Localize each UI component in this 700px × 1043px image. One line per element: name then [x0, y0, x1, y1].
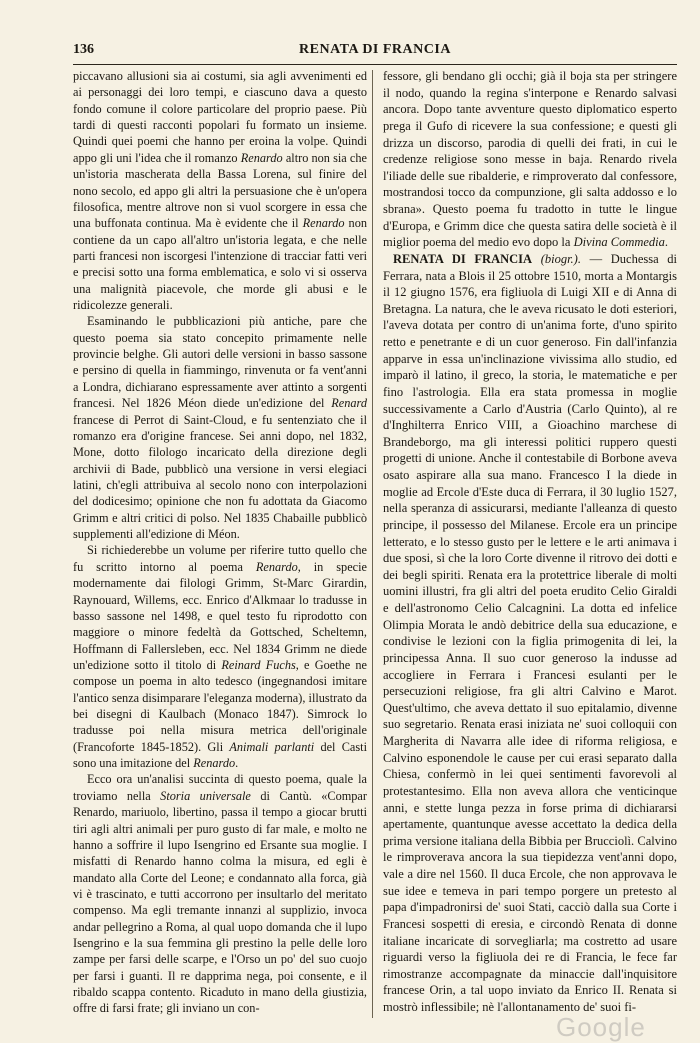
watermark: Google — [556, 1012, 646, 1042]
text-run: di Cantù. «Compar Renardo, mariuolo, libertino, passa il tempo a giocar brutti tiri agli altri animali per puro gusto di far male, e molto ne hanno a soffrire il lupo Isengrino ed Ersante sua moglie. I misfatti di Renardo hanno colma la misura, ed egli è mandato alla Corte del Leone; e condannato alla forca, già vi è trascinato, e tutti accorrono per insultarlo del meritato compenso. Ma egli tremante innanzi al supplizio, invoca andar pellegrino a Roma, al qual uopo domanda che il lupo Isengrino e la sua femmina gli prestino la pelle delle loro zampe per farsi delle scarpe, e l'Orso un po' del suo cuojo per farsi i guanti. Il re dapprima nega, poi consente, e il ribaldo scappa contento. Ricaduto in mano della giustizia, offre di farsi frate; gli inviano un con- — [73, 788, 367, 1016]
paragraph — [73, 542, 367, 771]
header-rule — [73, 64, 677, 65]
entry-lemma: RENATA DI FRANCIA — [393, 251, 533, 266]
entry-tag: (biogr.). — [540, 251, 581, 266]
paragraph — [73, 313, 367, 542]
column-divider — [372, 70, 373, 1018]
text-run: del Casti sono una imitazione del — [73, 739, 368, 771]
text-run: . — [235, 756, 239, 771]
entry-text: — Duchessa di Ferrara, nata a Blois il 25 ottobre 1510, morta a Montargis il 12 giugno 1576, era figliuola di Luigi XII e di Anna di Bretagna. La natura, che le aveva ricusato le doti esteriori, l'aveva dotata per contro di un'anima forte, d'uno spirito retto e penetrante e di un cuor generoso. Fin dall'infanzia apparve in essa un'inclinazione vivissima allo studio, ed imparò il latino, il greco, la storia, le matematiche e per fino l'astrologia. Ella era stata promessa in moglie successivamente a Carlo d'Austria (Carlo Quinto), al re d'Inghilterra Enrico VIII, a Gioachino marchese di Brandeborgo, ma gli interessi politici ruppero questi progetti di unione. Anche il contestabile di Borbone aveva osato aspirare alla sua mano. Francesco I la diede in moglie ad Ercole d'Este duca di Ferrara, il 30 luglio 1527, nella speranza di assicurarsi, mediante l'alleanza di questo principe, il possesso del Milanese. Ercole era un principe letterato, e lo stesso gusto per le lettere e le arti animava i due sposi, sì che la loro Corte divenne il ritrovo dei dotti e dei begli spiriti. Renata era la protettrice liberale di molti uomini illustri, fra gli altri del poeta erudito Celio Giraldi e dell'astronomo Celio Calcagnini. La dotta ed infelice Olimpia Morata le andò debitrice della sua educazione, e condivise le lezioni con la figlia primogenita di lei, la principessa Anna. Il suo cuor generoso la indusse ad accogliere in Ferrara i Francesi esulanti per le persecuzioni religiose, fra gli altri Calvino e Marot. Quest'ultimo, che aveva dettato il suo epitalamio, divenne suo segretario. Renata erasi iniziata ne' suoi colloquii con Margherita di Navarra alle idee di riforma religiosa, e Calvino esponendole le cause per cui erasi separato dalla Chiesa, confermò in lei quei sentimenti favorevoli al protestantesimo. Ella non aveva allora che venticinque anni, e stette lunga pezza in forse prima di dichiararsi apertamente, quantunque avesse accettato la dedica della prima versione italiana della Bibbia per Brucciolì. Calvino le rimproverava ancora la sua tiepidezza vent'anni dopo, vale a dire nel 1560. Il duca Ercole, che non approvava le sue idee e temeva in pari tempo porgere un pretesto al papa d'impadronirsi de' suoi Stati, cacciò dalla sua Corte i Francesi sospetti di eresia, e circondò Renata di donne italiane incaricate di sorvegliarla; ma costretto ad usare riguardi verso la figliuola dei re di Francia, le fece far rimostranze accompagnate da minaccie dall'inquisitore francese Orin, a tal uopo inviato da Enrico II. Renata si mostrò inflessibile; nè l'allontanamento de' suoi fi- — [383, 251, 678, 1014]
italic-title: Renardo — [302, 216, 345, 231]
italic-title: Reinard Fuchs — [221, 657, 296, 672]
text-run: , e Goethe ne compose un poema in alto tedesco (ingegnandosi imitare l'antico senza disimparare l'eleganza moderna), illustrato da bei disegni di Kaulbach (Monaco 1847). Simrock lo tradusse poi nella misura metrica dell'originale (Francoforte 1845-1852). Gli — [73, 657, 368, 754]
page-header — [73, 42, 677, 64]
text-run: altro non sia che un'istoria mascherata della Bassa Lorena, sul finire del nono secolo, ed appo gli altri la persuasione che è un'opera filosofica, mentre altrove non si vuol scorgere in essa che una buffonata continua. Ma è evidente che il — [73, 150, 367, 231]
encyclopedia-entry — [383, 251, 677, 1016]
text-run: fessore, gli bendano gli occhi; già il boja sta per stringere il nodo, quando la regina s'interpone e Renardo salvasi ancora. Dopo tante avventure questo diplomatico esperto prega il Gufo di ricevere la sua confessione; e questi gli drizza un discorso, parodia di quelli dei frati, in cui le credenze religiose sono messe in baja. Renardo rivela l'iliade delle sue ribalderie, e rimproverato dal confessore, mostrandosi tocco da compunzione, gli salta addosso e lo sbrana». Questo poema fu tradotto in tutte le lingue d'Europa, e Grimm dice che questa satira delle società è il miglior poema del medio evo dopo la — [383, 69, 677, 250]
italic-title: Renardo — [255, 559, 298, 574]
italic-title: Renardo — [193, 756, 236, 771]
italic-title: Storia universale — [160, 788, 251, 803]
paragraph — [73, 68, 367, 313]
text-run: non contiene da un capo all'altro un'istoria legata, e che nelle parti francesi non iscorgesi l'intenzione di tracciar fatti veri e precisi sotto una forma emblematica, e solo vi si osserva una malignità piacevole, che morde gli abusi e le ridicolezze generali. — [73, 216, 367, 313]
italic-title: Animali parlanti — [229, 739, 315, 754]
left-column — [73, 68, 367, 1017]
italic-title: Divina Commedia — [573, 235, 665, 250]
italic-title: Renardo — [240, 150, 283, 165]
text-run: piccavano allusioni sia ai costumi, sia agli avvenimenti ed ai personaggi dei loro tempi, e ciascuno dava a questo fondo comune il colore particolare del proprio paese. Più tardi di questi racconti popolari fu formato un insieme. Quindi quei poemi che hanno per eroina la volpe. Quindi appo gli uni l'idea che il romanzo — [73, 69, 367, 165]
text-run: , in specie modernamente dai filologi Grimm, St-Marc Girardin, Raynouard, Willems, ecc. Enrico d'Alkmaar lo tradusse in basso sassone nel 1498, e quel testo fu riprodotto con maggiore o minore fedeltà da Gottsched, Scheltemn, Hoffmann di Fallersleben, ecc. Nel 1834 Grimm ne diede un'edizione sotto il titolo di — [73, 559, 367, 672]
text-run: francese di Perrot di Saint-Cloud, e fu sentenziato che il romanzo era d'origine francese. Sei anni dopo, nel 1832, Mone, dotto filologo incaricato della direzione degli archivii di Bade, pubblicò una versione in versi elegiaci latini, ch'egli attribuiva al secolo nono con interpolazioni del dodicesimo; opinione che non fu adottata da Giacomo Grimm e altri critici di polso. Nel 1835 Chabaille pubblicò supplementi all'edizione di Méon. — [73, 412, 367, 542]
italic-title: Renard — [331, 396, 367, 411]
text-run: . — [664, 235, 669, 250]
paragraph — [383, 68, 677, 251]
right-column — [383, 68, 677, 1016]
text-run: Ecco ora un'analisi succinta di questo poema, quale la troviamo nella — [73, 772, 367, 803]
text-run: Si richiederebbe un volume per riferire tutto quello che fu scritto intorno al poema — [73, 543, 367, 574]
text-run: Esaminando le pubblicazioni più antiche, pare che questo poema sia stato concepito primamente nelle provincie belghe. Gli autori delle versioni in basso sassone e persino di quella in fiammingo, rinvenuta or fa vent'anni a Londra, dichiarano espressamente aver attinto a sorgenti francesi. Nel 1826 Méon diede un'edizione del — [73, 314, 367, 411]
running-title: RENATA DI FRANCIA — [299, 42, 451, 57]
paragraph — [73, 771, 367, 1016]
page-number: 136 — [73, 42, 94, 57]
